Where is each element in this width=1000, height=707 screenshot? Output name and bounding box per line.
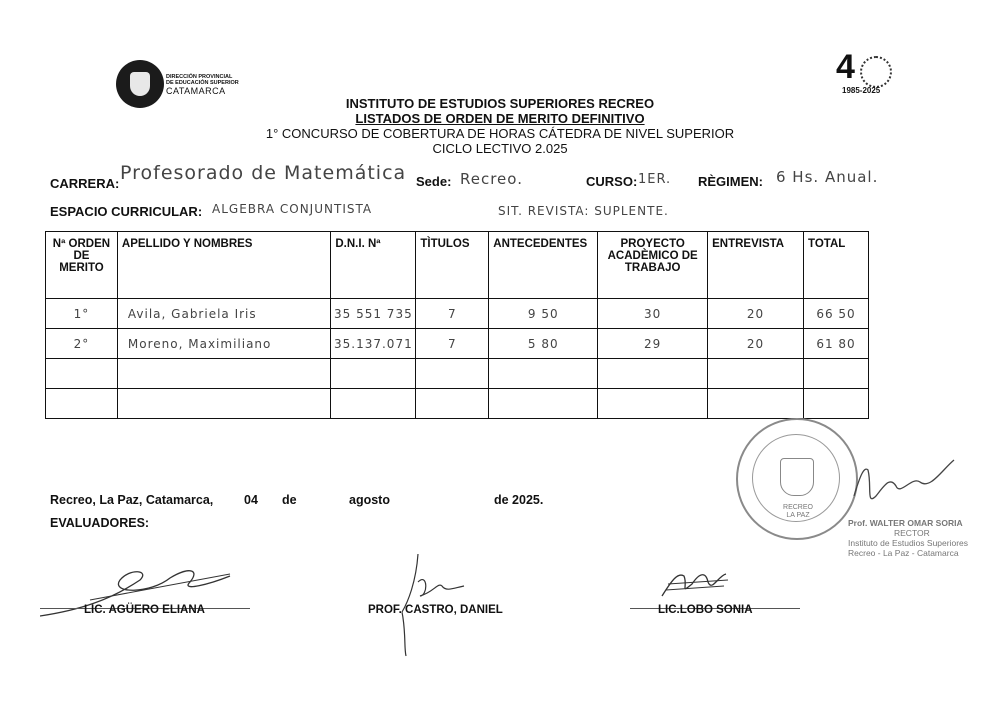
espacio-value: ALGEBRA CONJUNTISTA [212,202,373,216]
signature-lobo [658,566,738,602]
anniversary-years: 1985-2025 [842,86,881,95]
stamp-line-2: LA PAZ [786,512,810,519]
cell-empty [804,389,869,419]
merit-table [45,231,869,419]
carrera-value: Profesorado de Matemática [120,162,407,184]
cell-total: 66 50 [804,299,869,329]
evaluadores-label: EVALUADORES: [50,516,150,530]
cell-empty [416,389,489,419]
logo-line-3: CATAMARCA [166,86,226,96]
table-row [46,329,869,359]
cell-antecedentes: 9 50 [489,299,598,329]
cell-total: 61 80 [804,329,869,359]
curso-label: CURSO: [586,174,638,189]
col-titulos: TÌTULOS [416,232,489,299]
col-proyecto: PROYECTO ACADÈMICO DE TRABAJO [598,232,708,299]
cell-nombre: Moreno, Maximiliano [117,329,330,359]
cell-antecedentes: 5 80 [489,329,598,359]
col-entrevista: ENTREVISTA [708,232,804,299]
cell-empty [46,359,118,389]
rector-title: RECTOR [894,528,930,538]
footer-de: de [282,493,297,507]
signer-1: LIC. AGÜERO ELIANA [84,604,205,616]
col-apellido-nombres: APELLIDO Y NOMBRES [117,232,330,299]
contest-title: 1° CONCURSO DE COBERTURA DE HORAS CÁTEDRA DE NIVEL SUPERIOR [265,126,735,141]
sede-label: Sede: [416,174,452,189]
cell-titulos: 7 [416,329,489,359]
cell-orden: 2° [46,329,118,359]
signer-3: LIC.LOBO SONIA [658,604,753,616]
cell-entrevista: 20 [708,299,804,329]
col-total: TOTAL [804,232,869,299]
list-title: LISTADOS DE ORDEN DE MERITO DEFINITIVO [355,111,645,126]
cell-empty [117,359,330,389]
cell-empty [46,389,118,419]
rector-location: Recreo - La Paz - Catamarca [848,548,959,558]
table-row [46,389,869,419]
cell-empty [708,389,804,419]
cell-empty [598,359,708,389]
cell-dni: 35 551 735 [331,299,416,329]
col-dni: D.N.I. Nª [331,232,416,299]
footer-month: agosto [349,493,390,507]
cell-proyecto: 29 [598,329,708,359]
footer-day: 04 [244,493,258,507]
cell-empty [598,389,708,419]
signature-rector [850,456,970,516]
cell-empty [489,389,598,419]
cell-proyecto: 30 [598,299,708,329]
signer-2: PROF. CASTRO, DANIEL [368,604,503,616]
anniversary-number: 4 [836,48,855,86]
footer-place: Recreo, La Paz, Catamarca, [50,493,214,507]
cell-empty [416,359,489,389]
coat-of-arms-icon [780,458,814,496]
cell-dni: 35.137.071 [331,329,416,359]
cell-nombre: Avila, Gabriela Iris [117,299,330,329]
cell-entrevista: 20 [708,329,804,359]
col-antecedentes: ANTECEDENTES [489,232,598,299]
cell-empty [489,359,598,389]
carrera-label: CARRERA: [50,176,120,191]
cycle-title: CICLO LECTIVO 2.025 [432,141,568,156]
cell-empty [331,359,416,389]
sede-value: Recreo. [460,170,523,188]
table-row [46,299,869,329]
col-orden: Nª ORDEN DE MERITO [46,232,118,299]
table-header-row [46,232,869,299]
table-row [46,359,869,389]
footer-year: de 2025. [494,493,544,507]
seal-icon [860,56,892,88]
espacio-label: ESPACIO CURRICULAR: [50,204,203,219]
cell-empty [331,389,416,419]
logo-40-years [836,48,898,100]
cell-empty [117,389,330,419]
cell-empty [708,359,804,389]
stamp-line-1: RECREO [783,504,813,511]
cell-orden: 1° [46,299,118,329]
logo-line-2: DE EDUCACIÓN SUPERIOR [166,80,239,86]
logo-line-1: DIRECCIÓN PROVINCIAL [166,74,233,80]
institution-stamp [736,418,858,540]
rector-stamp [848,518,968,558]
regimen-label: RÈGIMEN: [698,174,763,189]
institute-title: INSTITUTO DE ESTUDIOS SUPERIORES RECREO [345,96,655,111]
curso-value: 1ER. [638,172,672,187]
situacion-revista-value: SIT. REVISTA: SUPLENTE. [498,204,669,218]
cell-titulos: 7 [416,299,489,329]
cell-empty [804,359,869,389]
regimen-value: 6 Hs. Anual. [776,168,879,186]
rector-name: Prof. WALTER OMAR SORIA [848,518,963,528]
rector-institute: Instituto de Estudios Superiores [848,538,969,548]
